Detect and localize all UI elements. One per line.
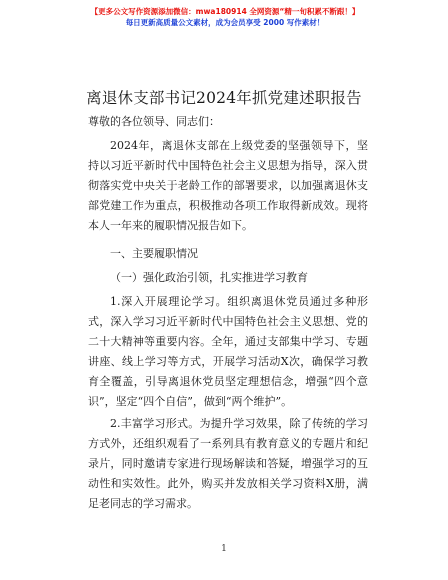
promo-banner: [80, 6, 370, 28]
salutation: 尊敬的各位领导、同志们：: [88, 115, 220, 128]
item-paragraph-1: 1.深入开展理论学习。组织离退休党员通过多种形式，深入学习习近平新时代中国特色社会主义思想、党的二十大精神等重要内容。全年，通过支部集中学习、专题讲座、线上学习等方式，开展学习活动X次，确保学习教育全覆盖，引导离退休党员坚定理想信念，增强“四个意识”，坚定“四个自信”，做到“两个维护”。: [88, 295, 368, 408]
item-paragraph-2: 2.丰富学习形式。为提升学习效果，除了传统的学习方式外，还组织观看了一系列具有教育意义的专题片和纪录片，同时邀请专家进行现场解读和答疑，增强学习的互动性和实效性。此外，购买并发放相关学习资料X册，满足老同志的学习需求。: [88, 417, 368, 510]
promo-banner-line-1: 【更多公文写作资源添加微信：mwa180914 全网资源“精一旬积累不断跟！】: [90, 7, 360, 16]
subsection-heading: （一）强化政治引领，扎实推进学习教育: [110, 271, 308, 284]
intro-paragraph: 2024年，离退休支部在上级党委的坚强领导下，坚持以习近平新时代中国特色社会主义思想为指导，深入贯彻落实党中央关于老龄工作的部署要求，以加强离退休支部党建工作为重点，积极推动各项工作取得新成效。现将本人一年来的履职情况报告如下。: [88, 139, 368, 232]
section-heading: 一、主要履职情况: [110, 247, 198, 260]
promo-banner-line-2: 每日更新高质量公文素材，成为会员享受 2000 写作素材！: [125, 18, 325, 27]
page-number: 1: [221, 544, 227, 554]
document-title: 离退休支部书记2024年抓党建述职报告: [86, 89, 362, 107]
document-body: [88, 112, 368, 516]
